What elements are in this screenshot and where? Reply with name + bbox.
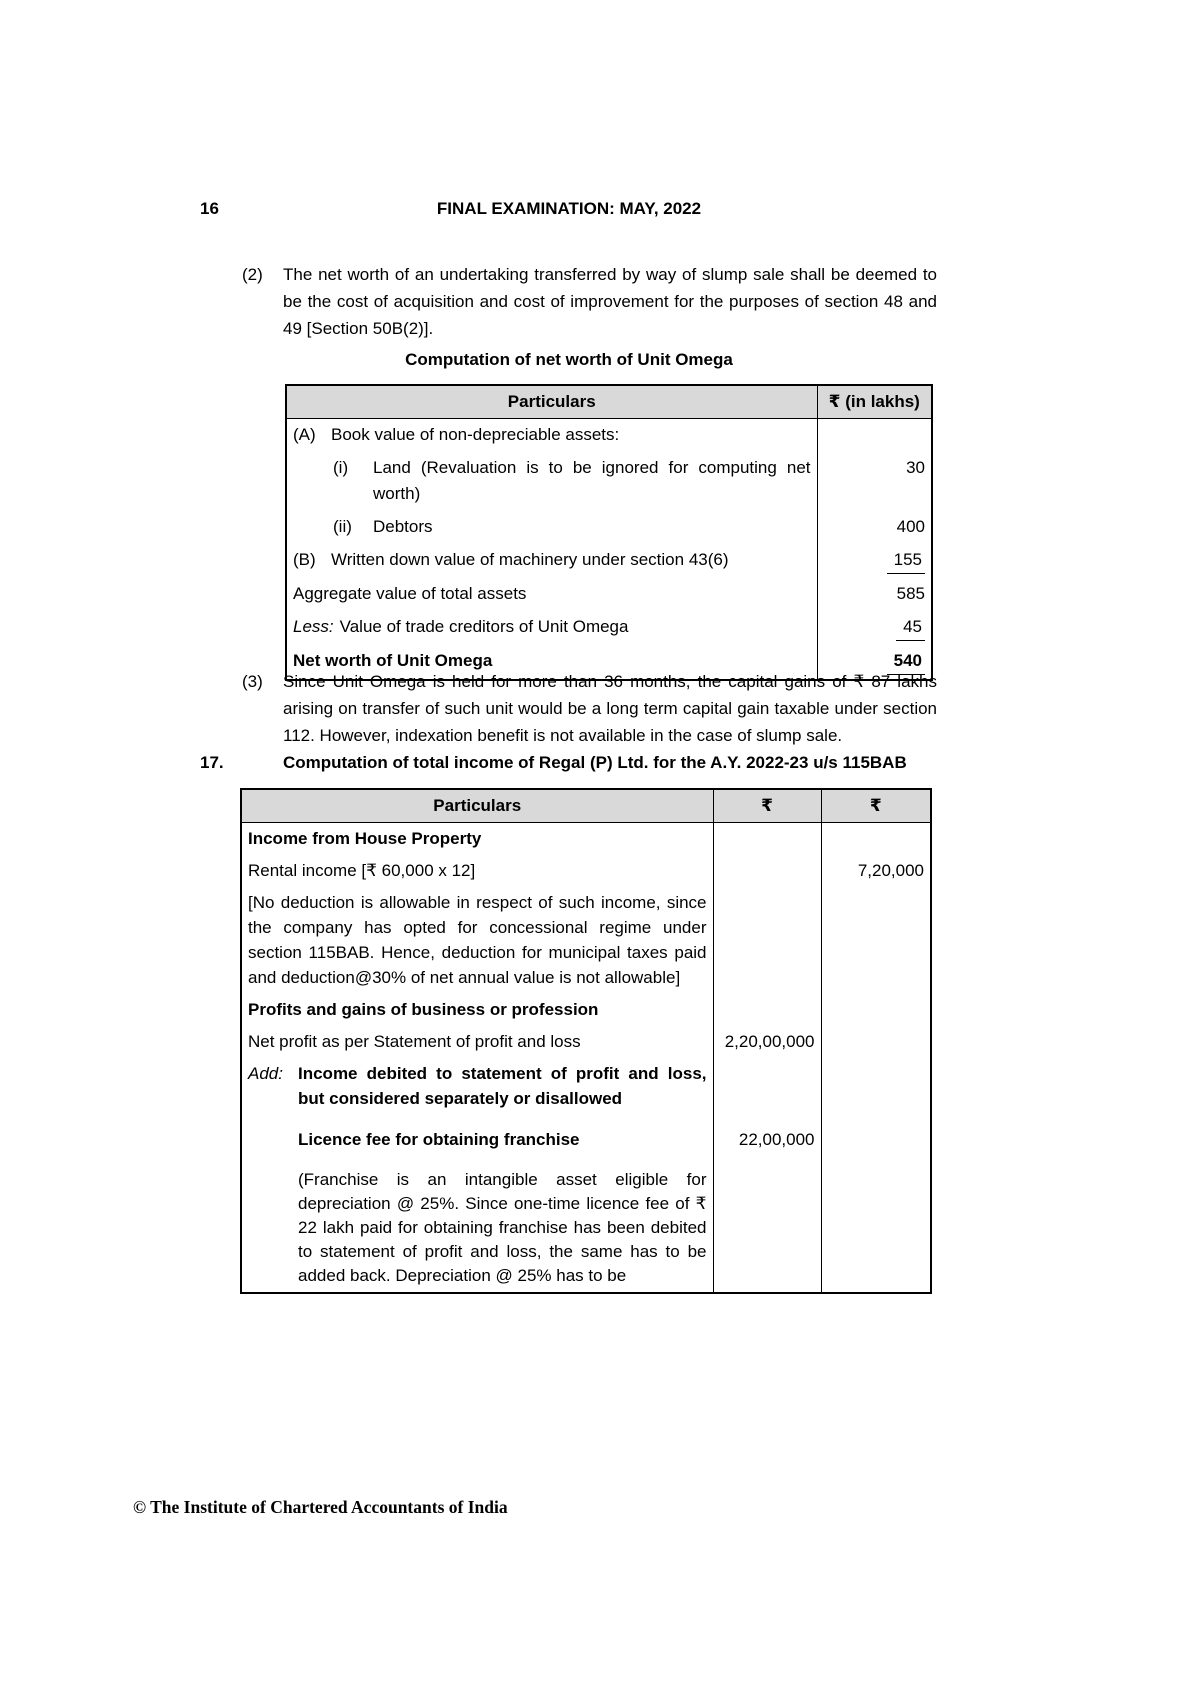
cell-amount-2: 7,20,000: [821, 855, 931, 887]
cell-amount-1: [713, 994, 821, 1026]
cell-particulars: Profits and gains of business or profession: [248, 1000, 599, 1019]
table-row: [286, 611, 932, 645]
cell-particulars: Rental income [₹ 60,000 x 12]: [248, 861, 476, 880]
cell-amount-2: [821, 1026, 931, 1058]
item-3-label: (3): [242, 672, 263, 691]
cell-amount-1: [713, 1156, 821, 1293]
table-row: [241, 1115, 931, 1156]
table1-title: Computation of net worth of Unit Omega: [405, 350, 733, 369]
cell-amount-2: [821, 887, 931, 994]
cell-amount: 45: [817, 611, 932, 645]
row-text: Value of trade creditors of Unit Omega: [339, 617, 629, 636]
cell-particulars: Net profit as per Statement of profit and loss: [248, 1032, 581, 1051]
row-label: (ii): [333, 517, 352, 536]
cell-amount: 30: [817, 452, 932, 511]
cell-amount-1: 2,20,00,000: [713, 1026, 821, 1058]
row-label: (B): [293, 550, 316, 569]
paragraph-item-2: [242, 261, 937, 342]
row-text: Licence fee for obtaining franchise: [298, 1130, 580, 1149]
cell-amount-1: 22,00,000: [713, 1115, 821, 1156]
cell-particulars: [286, 544, 817, 578]
cell-amount-2: [821, 994, 931, 1026]
table-row: [286, 578, 932, 611]
cell-particulars: [241, 1115, 713, 1156]
table-row: [241, 994, 931, 1026]
cell-particulars: Income from House Property: [248, 829, 482, 848]
page-header: [200, 199, 938, 219]
page-number: 16: [200, 199, 219, 218]
paragraph-item-3: [242, 668, 937, 749]
item-2-text: The net worth of an undertaking transferred by way of slump sale shall be deemed to be the cost of acquisition and cost of improvement for the purposes of section 48 and 49 [Section 50B(2)].: [283, 265, 937, 338]
row-prefix-less: Less:: [293, 617, 334, 636]
question-17-heading: [200, 749, 938, 776]
cell-amount-1: [713, 1058, 821, 1115]
item-17-title: Computation of total income of Regal (P) Ltd. for the A.Y. 2022-23 u/s 115BAB: [283, 753, 907, 772]
cell-amount-2: [821, 1156, 931, 1293]
cell-amount: [817, 419, 932, 453]
cell-amount: 540: [817, 645, 932, 680]
cell-particulars: [241, 1156, 713, 1293]
table-row: [241, 855, 931, 887]
cell-particulars: Net worth of Unit Omega: [293, 651, 493, 670]
row-text: (Franchise is an intangible asset eligible for depreciation @ 25%. Since one-time licence fee of ₹ 22 lakh paid for obtaining franchise has been debited to statement of profit and loss, the same has to be added back. Depreciation @ 25% has to be: [298, 1170, 707, 1285]
copyright-footer: © The Institute of Chartered Accountants of India: [133, 1497, 508, 1517]
cell-amount-1: [713, 855, 821, 887]
row-text: Land (Revaluation is to be ignored for computing net worth): [373, 458, 811, 503]
cell-amount-1: [713, 887, 821, 994]
table-row: [241, 1026, 931, 1058]
column-header-amount-1: ₹: [713, 789, 821, 823]
net-worth-table: [285, 384, 933, 681]
cell-particulars: [241, 1058, 713, 1115]
cell-amount: 155: [817, 544, 932, 578]
row-text: Income debited to statement of profit and loss, but considered separately or disallowed: [298, 1064, 707, 1108]
table-row: [286, 419, 932, 453]
cell-amount-1: [713, 823, 821, 856]
item-17-number: 17.: [200, 753, 224, 772]
row-text: Book value of non-depreciable assets:: [331, 425, 620, 444]
table-row: [241, 823, 931, 856]
page-header-title: FINAL EXAMINATION: MAY, 2022: [436, 199, 702, 218]
cell-particulars: [286, 452, 817, 511]
column-header-particulars: Particulars: [286, 385, 817, 419]
row-prefix-add: Add:: [248, 1064, 283, 1083]
cell-particulars: [286, 611, 817, 645]
cell-particulars: [286, 419, 817, 453]
cell-particulars: [No deduction is allowable in respect of such income, since the company has opted for concessional regime under section 115BAB. Hence, deduction for municipal taxes paid and deduction@30% of net annual value is not allowable]: [248, 893, 707, 987]
total-income-table: [240, 788, 932, 1294]
row-text: Written down value of machinery under section 43(6): [331, 550, 729, 569]
table-row: [241, 887, 931, 994]
cell-particulars: Aggregate value of total assets: [293, 584, 527, 603]
table-row: [241, 1058, 931, 1115]
row-label: (A): [293, 425, 316, 444]
table-row: [286, 544, 932, 578]
column-header-particulars: Particulars: [241, 789, 713, 823]
row-label: (i): [333, 458, 349, 477]
item-3-text: Since Unit Omega is held for more than 36 months, the capital gains of ₹ 87 lakhs arising on transfer of such unit would be a long term capital gain taxable under section 112. However, indexation benefit is not available in the case of slump sale.: [283, 672, 937, 745]
table-row: [241, 1156, 931, 1293]
table-row: [286, 452, 932, 511]
item-2-label: (2): [242, 265, 263, 284]
cell-amount: 585: [817, 578, 932, 611]
table-header-row: [241, 789, 931, 823]
table-header-row: [286, 385, 932, 419]
cell-amount-2: [821, 1058, 931, 1115]
column-header-amount-lakhs: ₹ (in lakhs): [817, 385, 932, 419]
cell-amount-2: [821, 1115, 931, 1156]
table-row: [286, 511, 932, 544]
cell-amount-2: [821, 823, 931, 856]
column-header-amount-2: ₹: [821, 789, 931, 823]
row-text: Debtors: [373, 517, 433, 536]
cell-amount: 400: [817, 511, 932, 544]
cell-particulars: [286, 511, 817, 544]
